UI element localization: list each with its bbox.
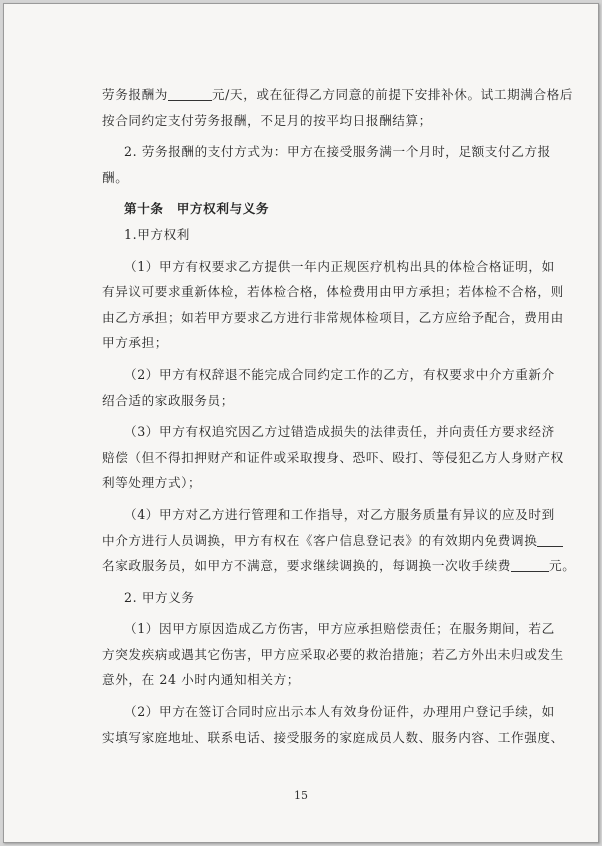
subheading-party-a-obligations: 2. 甲方义务: [124, 589, 195, 605]
paragraph-line: 2. 劳务报酬的支付方式为：甲方在接受服务满一个月时，足额支付乙方报: [124, 144, 551, 160]
paragraph-line: （1）因甲方原因造成乙方伤害，甲方应承担赔偿责任；在服务期间，若乙: [124, 621, 555, 637]
fill-in-blank-replacement-count: [537, 531, 563, 547]
paragraph-line: 意外，在 24 小时内通知相关方；: [102, 672, 300, 688]
section-heading-article-10: 第十条 甲方权利与义务: [124, 201, 270, 217]
subheading-party-a-rights: 1.甲方权利: [124, 226, 190, 242]
paragraph-line: [102, 528, 538, 554]
paragraph-line: 酬。: [102, 169, 129, 185]
text-segment: 元/天，或在征得乙方同意的前提下安排补休。试工期满合格后: [211, 87, 574, 102]
text-segment: 元。: [549, 558, 576, 574]
paragraph-line: 由乙方承担；如若甲方要求乙方进行非常规体检项目，乙方应给予配合，费用由: [102, 309, 564, 325]
paragraph-line: 有异议可要求重新体检，若体检合格，体检费用由甲方承担；若体检不合格，则: [102, 284, 564, 300]
text-segment: 劳务报酬为: [102, 87, 168, 102]
paragraph-line: 绍合适的家政服务员；: [102, 392, 234, 408]
paragraph-line: （1）甲方有权要求乙方提供一年内正规医疗机构出具的体检合格证明，如: [124, 258, 555, 274]
paragraph-line: 按合同约定支付劳务报酬，不足月的按平均日报酬结算；: [102, 112, 432, 128]
paragraph-line: （3）甲方有权追究因乙方过错造成损失的法律责任，并向责任方要求经济: [124, 424, 555, 440]
paragraph-line: 方突发疾病或遇其它伤害，甲方应采取必要的救治措施；若乙方外出未归或发生: [102, 646, 564, 662]
fill-in-blank-daily-rate: [168, 85, 212, 101]
paragraph-line: 利等处理方式）；: [102, 475, 202, 491]
document-body: [102, 82, 576, 750]
paragraph-line: 甲方承担；: [102, 335, 168, 351]
fill-in-blank-fee: [511, 556, 549, 572]
paragraph-line: 赔偿（但不得扣押财产和证件或采取搜身、恐吓、殴打、等侵犯乙方人身财产权: [102, 449, 564, 465]
paragraph-line: 实填写家庭地址、联系电话、接受服务的家庭成员人数、服务内容、工作强度、: [102, 729, 564, 745]
text-segment: 中介方进行人员调换，甲方有权在《客户信息登记表》的有效期内免费调换: [102, 532, 538, 548]
paragraph-line: [102, 553, 576, 579]
paragraph-line: （4）甲方对乙方进行管理和工作指导，对乙方服务质量有异议的应及时到: [124, 506, 555, 522]
paragraph-line: [102, 82, 574, 108]
page-number: 15: [294, 789, 308, 802]
document-page: [3, 3, 599, 843]
paragraph-line: （2）甲方有权辞退不能完成合同约定工作的乙方，有权要求中介方重新介: [124, 366, 555, 382]
text-segment: 名家政服务员，如甲方不满意，要求继续调换的，每调换一次收手续费: [102, 558, 512, 574]
paragraph-line: （2）甲方在签订合同时应出示本人有效身份证件，办理用户登记手续，如: [124, 704, 555, 720]
